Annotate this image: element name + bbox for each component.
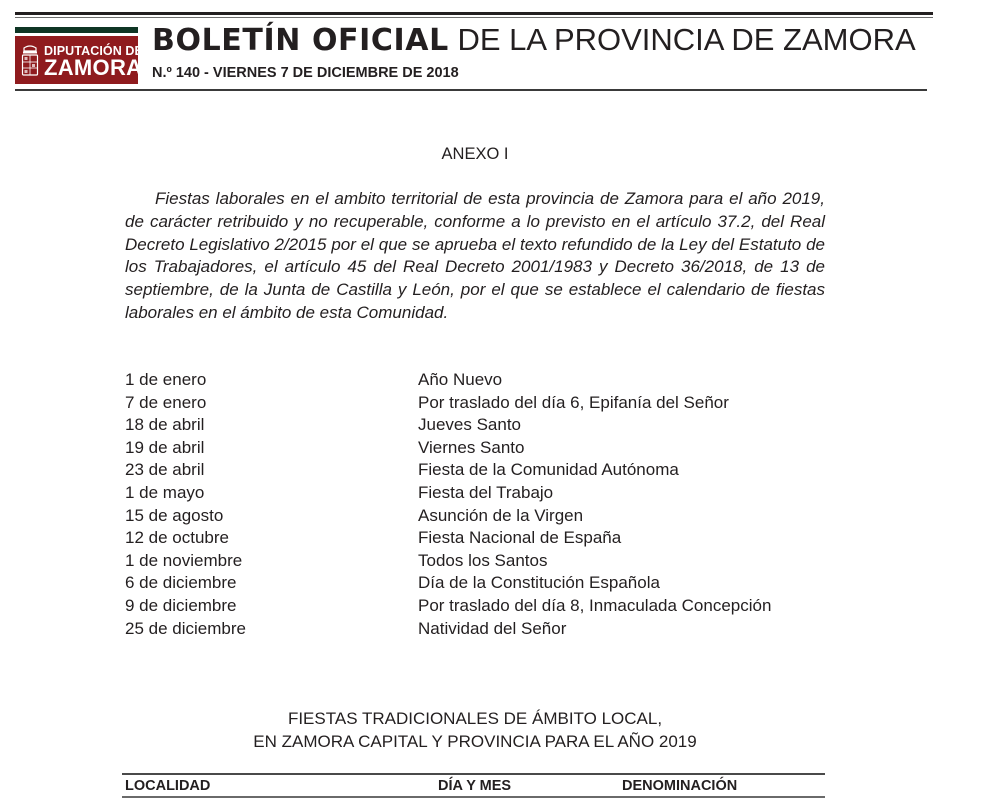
holiday-row <box>125 505 845 528</box>
holiday-row <box>125 414 845 437</box>
holiday-date: 1 de enero <box>125 370 207 389</box>
holiday-row <box>125 618 845 641</box>
holiday-row <box>125 392 845 415</box>
holiday-name: Natividad del Señor <box>418 618 567 638</box>
holiday-date: 19 de abril <box>125 437 205 457</box>
publication-title <box>152 22 916 64</box>
holiday-row <box>125 369 845 392</box>
holiday-name: Fiesta de la Comunidad Autónoma <box>418 460 679 480</box>
holiday-name: Por traslado del día 8, Inmaculada Concepción <box>418 595 772 615</box>
holiday-date: 18 de abril <box>125 415 205 435</box>
holiday-row <box>125 482 845 505</box>
logo-green-bar <box>15 27 138 33</box>
holiday-name: Año Nuevo <box>418 370 503 389</box>
holiday-row <box>125 595 845 618</box>
holiday-date: 7 de enero <box>125 392 207 412</box>
column-header-denominacion: DENOMINACIÓN <box>622 778 738 794</box>
holiday-name: Día de la Constitución Española <box>418 573 660 593</box>
holiday-date: 12 de octubre <box>125 528 229 548</box>
local-holidays-heading-line1: FIESTAS TRADICIONALES DE ÁMBITO LOCAL, <box>287 709 663 728</box>
holiday-date: 9 de diciembre <box>125 595 237 615</box>
holiday-name: Todos los Santos <box>418 550 548 570</box>
holiday-row <box>125 550 845 573</box>
holiday-date: 1 de noviembre <box>125 550 243 570</box>
column-header-dia-y-mes: DÍA Y MES <box>438 778 512 794</box>
holiday-date: 15 de agosto <box>125 505 224 525</box>
holiday-name: Fiesta Nacional de España <box>418 528 622 548</box>
column-header-localidad: LOCALIDAD <box>125 778 211 794</box>
holiday-date: 1 de mayo <box>125 482 205 502</box>
header-top-rule <box>15 12 933 15</box>
holiday-list <box>125 369 845 640</box>
holiday-name: Por traslado del día 6, Epifanía del Señor <box>418 392 729 412</box>
holiday-date: 6 de diciembre <box>125 573 237 593</box>
header-bottom-rule <box>15 89 927 91</box>
holiday-row <box>125 459 845 482</box>
holiday-name: Fiesta del Trabajo <box>418 482 554 502</box>
annex-intro-paragraph: Fiestas laborales en el ambito territorial de esta provincia de Zamora para el año 2019, de carácter retribuido y no recuperable, conforme a lo previsto en el artículo 37.2, del Real Decreto Legislativo 2/2015 por el que se aprueba el texto refundido de la Ley del Estatuto de los Trabajadores, el artículo 45 del Real Decreto 2001/1983 y Decreto 36/2018, de 13 de septiembre, de la Junta de Castilla y León, por el que se establece el calendario de fiestas laborales en el ámbito de esta Comunidad. <box>125 189 825 322</box>
publication-title-bold: BOLETÍN OFICIAL <box>152 23 449 58</box>
header-top-rule-thin <box>15 17 933 18</box>
holiday-row <box>125 527 845 550</box>
holiday-name: Viernes Santo <box>418 437 525 457</box>
issue-info: N.º 140 - VIERNES 7 DE DICIEMBRE DE 2018 <box>152 65 459 81</box>
holiday-name: Jueves Santo <box>418 415 522 435</box>
table-header-bottom-rule <box>122 796 825 798</box>
holiday-date: 25 de diciembre <box>125 618 246 638</box>
publication-title-regular: DE LA PROVINCIA DE ZAMORA <box>448 22 916 57</box>
local-holidays-heading <box>0 707 950 753</box>
holiday-row <box>125 437 845 460</box>
logo-text-line2: ZAMORA <box>44 55 143 80</box>
logo-text-line1: DIPUTACIÓN DE <box>44 44 143 58</box>
table-header-top-rule <box>122 773 825 775</box>
holiday-name: Asunción de la Virgen <box>418 505 584 525</box>
local-holidays-heading-line2: EN ZAMORA CAPITAL Y PROVINCIA PARA EL AÑO 2019 <box>253 732 697 751</box>
holiday-date: 23 de abril <box>125 460 205 480</box>
annex-title: ANEXO I <box>441 145 509 163</box>
holiday-row <box>125 572 845 595</box>
coat-of-arms-icon <box>21 45 39 78</box>
